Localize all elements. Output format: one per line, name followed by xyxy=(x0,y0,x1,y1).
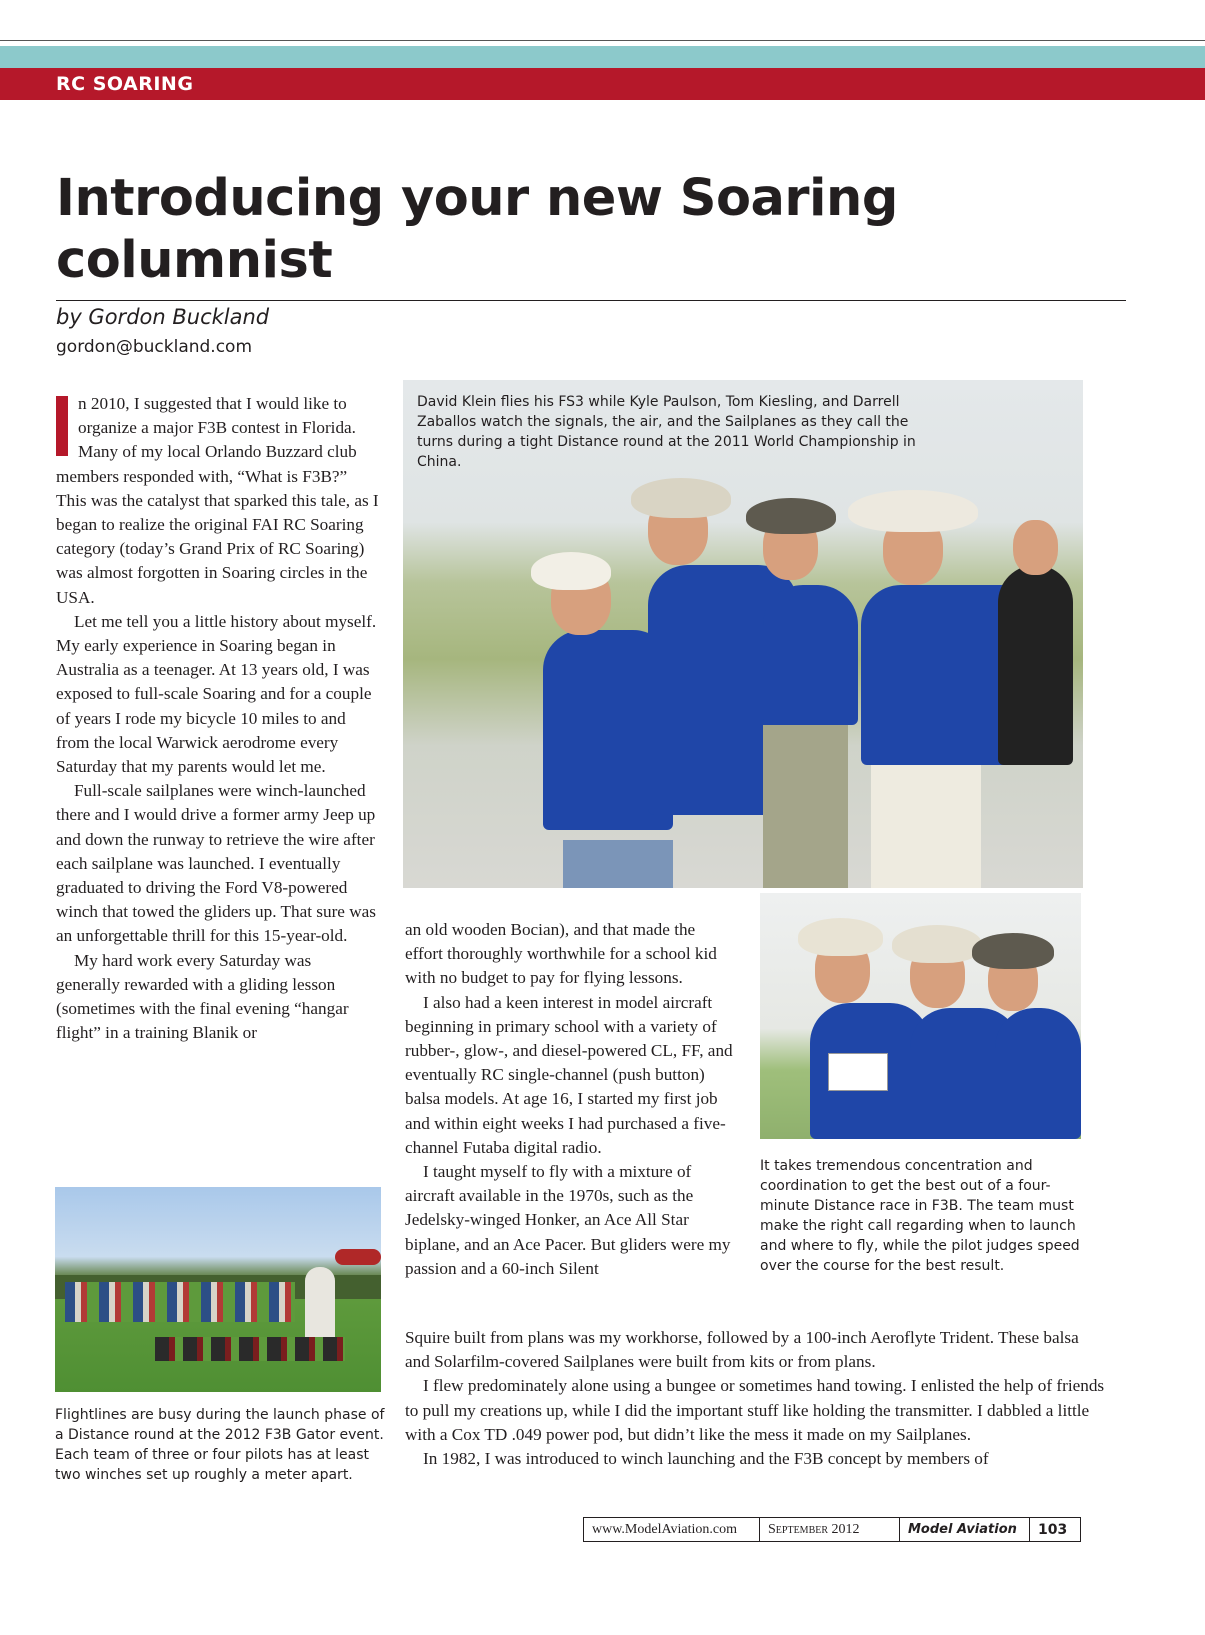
paragraph-7: I taught myself to fly with a mixture of aircraft available in the 1970s, such as the Jedelsky-winged Honker, an Ace All Star biplane, and an Ace Pacer. But gliders were my passion and a 60-inch Silent xyxy=(405,1162,731,1278)
byline: by Gordon Buckland xyxy=(56,305,270,329)
figure-jeans xyxy=(563,840,673,888)
paragraph-5: an old wooden Bocian), and that made the effort thoroughly worthwhile for a school kid with no budget to pay for flying lessons. xyxy=(405,920,717,988)
photo-pilots-team xyxy=(403,380,1083,888)
paragraph-1 xyxy=(56,392,379,610)
headline: Introducing your new Soaring columnist xyxy=(56,169,898,290)
figure-pilot xyxy=(305,1267,335,1347)
figure-caller xyxy=(995,1008,1081,1139)
author-email[interactable]: gordon@buckland.com xyxy=(56,337,253,357)
paragraph-4: My hard work every Saturday was generally rewarded with a gliding lesson (sometimes with the final evening “hangar flight” in a training Blanik or xyxy=(56,950,349,1043)
photo-team-concentration xyxy=(760,893,1081,1139)
pilot-group xyxy=(65,1282,295,1322)
winch-row xyxy=(155,1337,345,1361)
sailplane xyxy=(335,1249,381,1265)
footer-date: September 2012 xyxy=(760,1518,900,1541)
caption-main: David Klein flies his FS3 while Kyle Paulson, Tom Kiesling, and Darrell Zaballos watch the signals, the air, and the Sailplanes as they call the turns during a tight Distance round at the 2011 World Championship in China. xyxy=(417,394,916,470)
column-wide xyxy=(405,1326,1105,1471)
figure-caller-2 xyxy=(763,585,858,725)
paragraph-6: I also had a keen interest in model aircraft beginning in primary school with a variety of rubber-, glow-, and diesel-powered CL, FF, and eventually RC single-channel (push button) balsa models. At age 16, I started my first job and within eight weeks I had purchased a five-channel Futaba digital radio. xyxy=(405,992,733,1157)
page-number: 103 xyxy=(1038,1522,1068,1538)
paragraph-1-text: n 2010, I suggested that I would like to organize a major F3B contest in Florida. Many of my local Orlando Buzzard club members responded with, “What is F3B?” This was the catalyst that sparked this tale, as I began to realize the original FAI RC Soaring category (today’s Grand Prix of RC Soaring) was almost forgotten in Soaring circles in the USA. xyxy=(56,394,379,607)
figure-hat xyxy=(631,478,731,518)
section-label: RC SOARING xyxy=(56,73,194,95)
competitor-bib xyxy=(828,1053,888,1091)
column-middle xyxy=(405,918,735,1281)
figure-shorts xyxy=(763,725,848,888)
column-left xyxy=(56,392,379,1045)
paragraph-8: Squire built from plans was my workhorse, followed by a 100-inch Aeroflyte Trident. These balsa and Solarfilm-covered Sailplanes were built from kits or from plans. xyxy=(405,1328,1079,1372)
figure-hat xyxy=(531,552,611,590)
figure-hat xyxy=(746,498,836,534)
figure-spectator xyxy=(998,565,1073,765)
figure-hat xyxy=(972,933,1054,969)
figure-hat xyxy=(848,490,978,532)
paragraph-10: In 1982, I was introduced to winch launching and the F3B concept by members of xyxy=(423,1449,989,1469)
footer-magazine: Model Aviation xyxy=(900,1518,1030,1541)
caption-side: It takes tremendous concentration and coordination to get the best out of a four-minute Distance race in F3B. The team must make the right call regarding when to launch and where to fly, while the pilot judges speed over the course for the best result. xyxy=(760,1158,1080,1274)
footer-url[interactable]: www.ModelAviation.com xyxy=(584,1518,760,1541)
caption-field: Flightlines are busy during the launch phase of a Distance round at the 2012 F3B Gator event. Each team of three or four pilots has at least two winches set up roughly a meter apart. xyxy=(55,1407,385,1483)
figure-hat xyxy=(892,925,982,963)
paragraph-2: Let me tell you a little history about myself. My early experience in Soaring began in Australia as a teenager. At 13 years old, I was exposed to full-scale Soaring and for a couple of years I rode my bicycle 10 miles to and from the local Warwick aerodrome every Saturday that my parents would let me. xyxy=(56,611,377,777)
dropcap-bar xyxy=(56,396,68,456)
title-rule xyxy=(56,300,1126,301)
figure-hat xyxy=(798,918,883,956)
figure-head xyxy=(1013,520,1058,575)
page-footer xyxy=(583,1517,1081,1542)
photo-flightline xyxy=(55,1187,381,1392)
header-band-teal xyxy=(0,46,1205,68)
paragraph-3: Full-scale sailplanes were winch-launched there and I would drive a former army Jeep up and down the runway to retrieve the wire after each sailplane was launched. I eventually graduated to driving the Ford V8-powered winch that towed the gliders up. That sure was an unforgettable thrill for this 15-year-old. xyxy=(56,781,376,946)
paragraph-9: I flew predominately alone using a bungee or sometimes hand towing. I enlisted the help of friends to pull my creations up, while I did the important stuff like holding the transmitter. I dabbled a little with a Cox TD .049 power pod, but didn’t like the mess it made on my Sailplanes. xyxy=(405,1376,1105,1444)
figure-trousers xyxy=(871,765,981,888)
top-rule xyxy=(0,40,1205,41)
